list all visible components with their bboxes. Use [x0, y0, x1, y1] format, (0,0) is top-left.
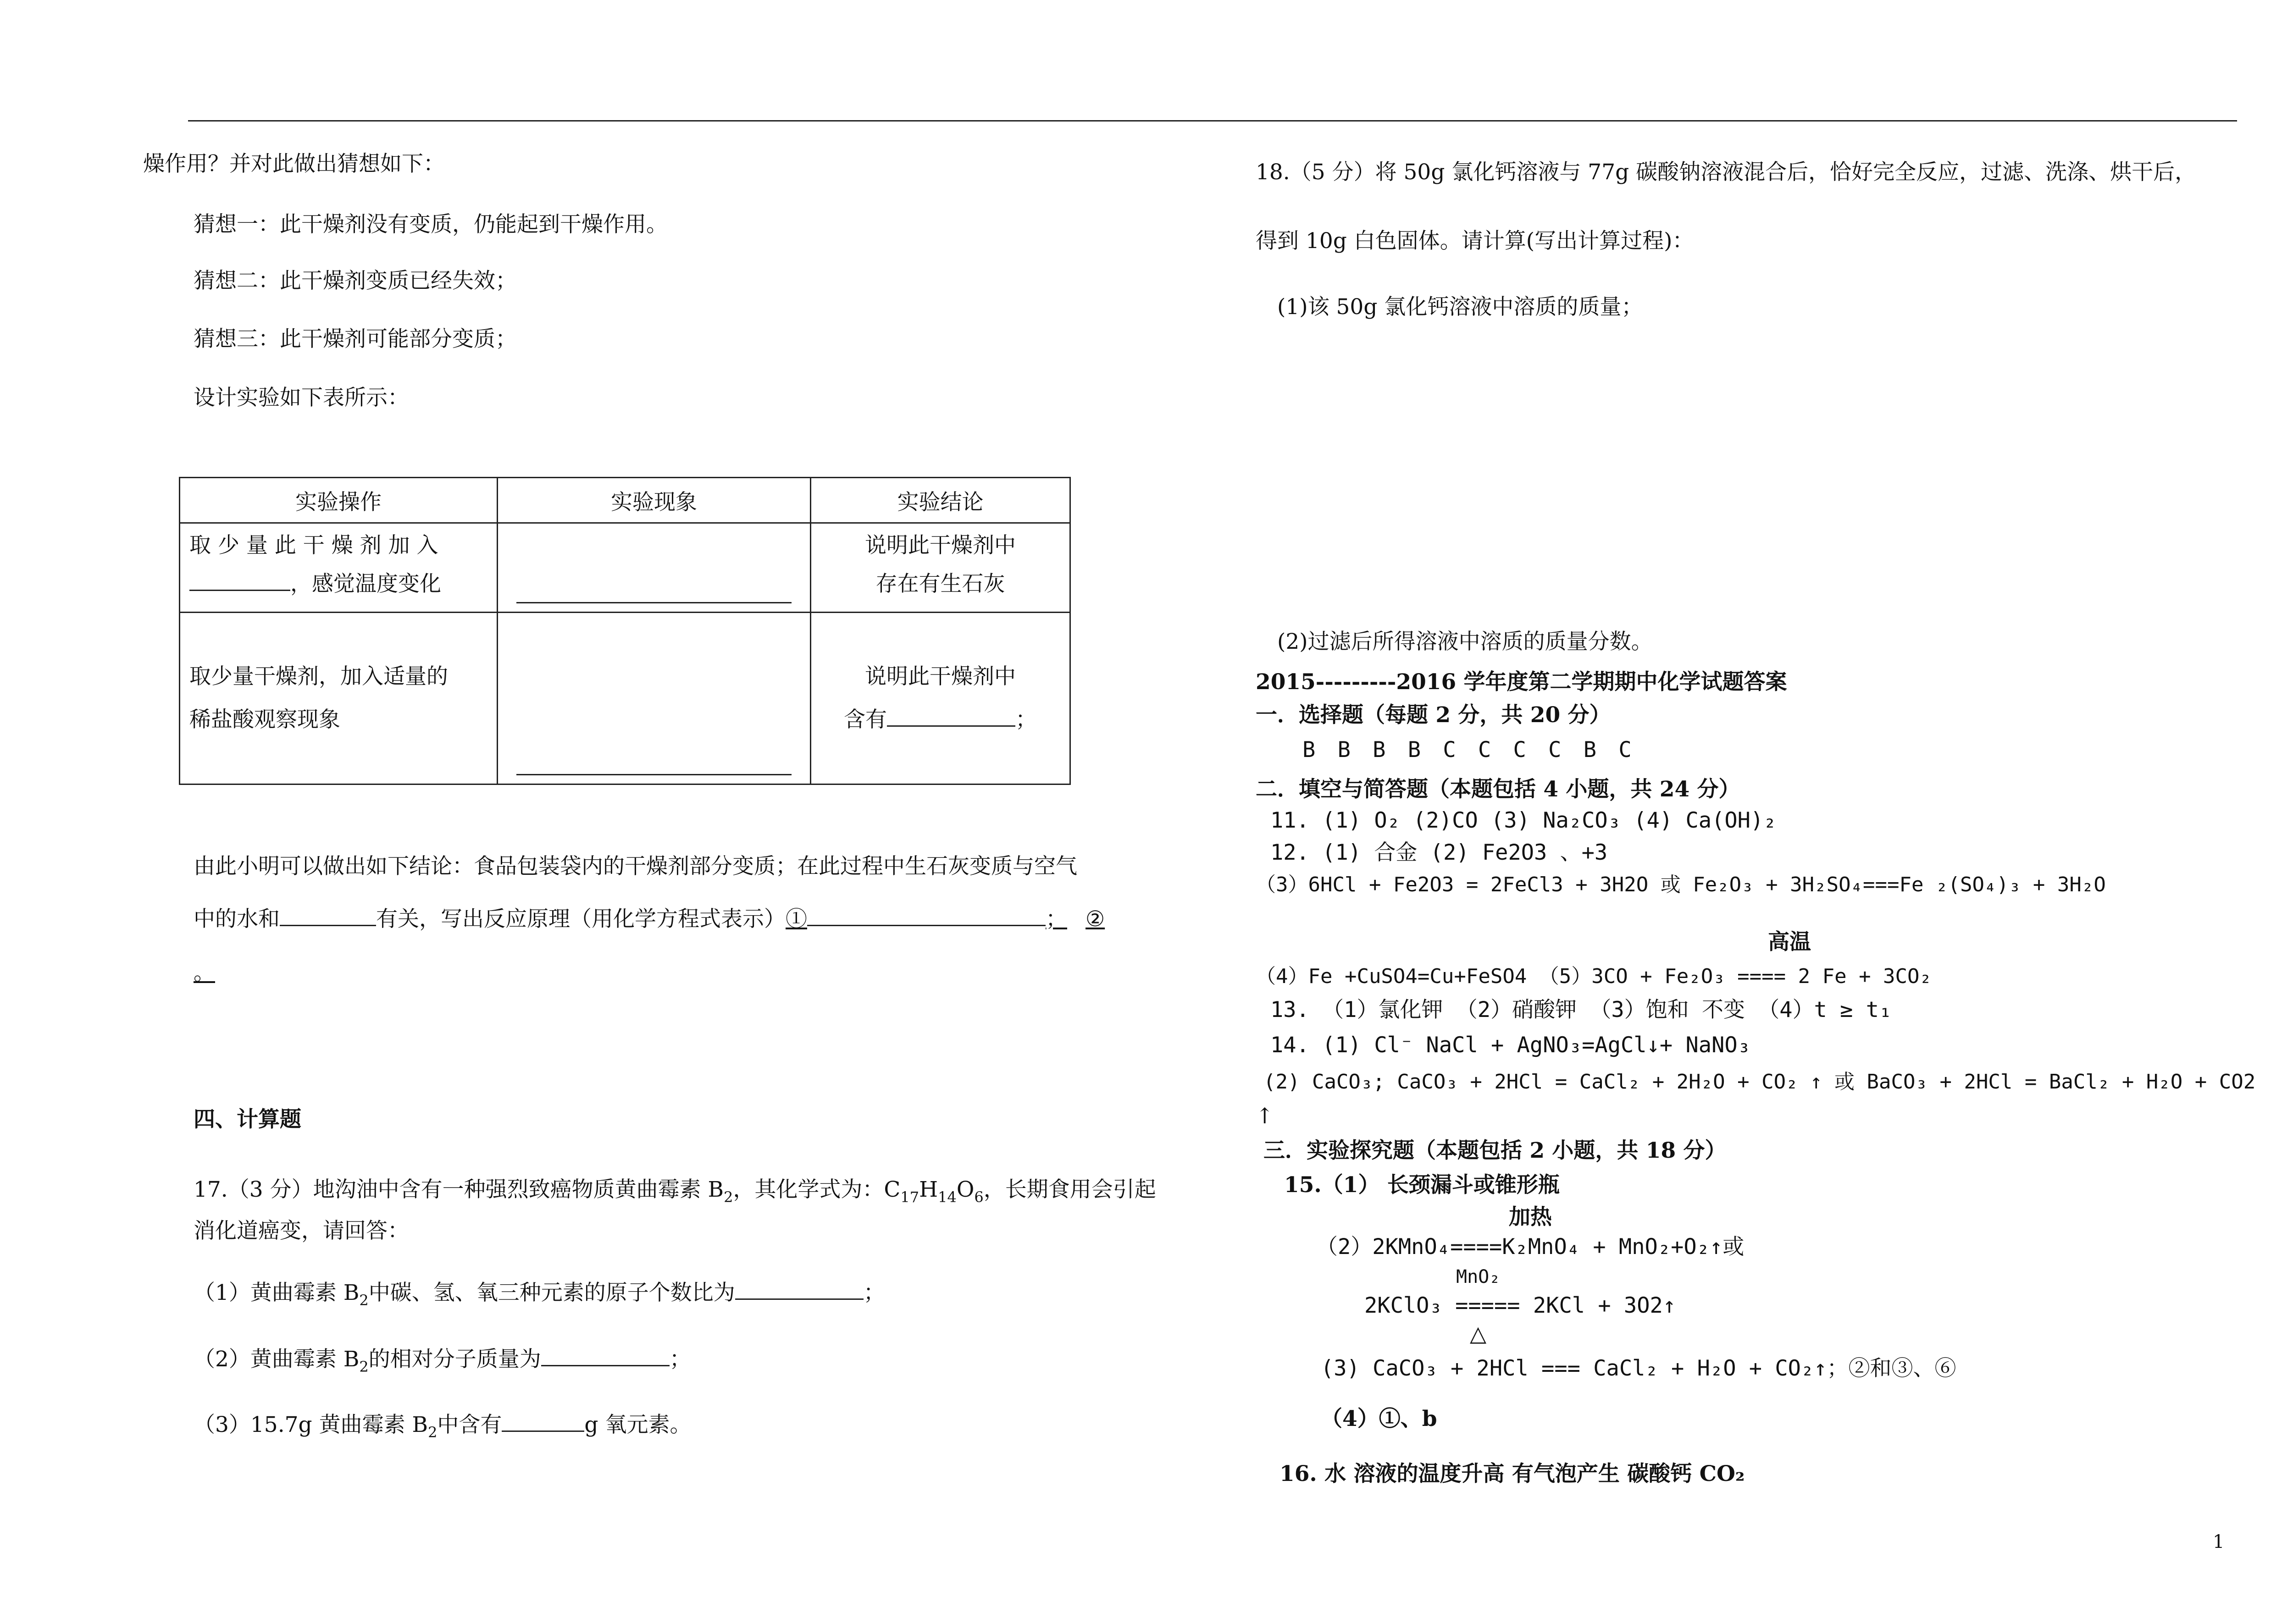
- answer-blank[interactable]: [502, 1412, 584, 1432]
- q17-line-2: 消化道癌变，请回答：: [194, 1218, 409, 1243]
- table-header: 实验结论: [811, 478, 1070, 523]
- guess-2: 猜想二：此干燥剂变质已经失效；: [194, 268, 517, 293]
- table-cell: ，感觉温度变化: [189, 562, 487, 606]
- header-rule: [188, 120, 2237, 122]
- table-cell: 取 少 量 此 干 燥 剂 加 入: [189, 533, 438, 558]
- answer-14-2: (2) CaCO₃; CaCO₃ + 2HCl = CaCl₂ + 2H₂O + CO₂ ↑ 或 BaCO₃ + 2HCl = BaCl₂ + H₂O + CO2: [1263, 1070, 2256, 1094]
- intro-text: 燥作用？并对此做出猜想如下：: [143, 151, 445, 177]
- answer-section-1: 一．选择题（每题 2 分，共 20 分）: [1256, 702, 1611, 728]
- answer-14-1: 14. (1) Cl⁻ NaCl + AgNO₃=AgCl↓+ NaNO₃: [1270, 1033, 1750, 1058]
- arrow-up: ↑: [1256, 1104, 1274, 1129]
- heat-label: 加热: [1509, 1204, 1552, 1230]
- mno2-label: MnO₂: [1456, 1266, 1501, 1287]
- answer-blank[interactable]: [516, 773, 792, 775]
- table-cell: 说明此干燥剂中: [865, 664, 1016, 689]
- answer-13: 13. （1）氯化钾 （2）硝酸钾 （3）饱和 不变 （4）t ≥ t₁: [1270, 997, 1892, 1022]
- answer-15-2b: 2KClO₃ ===== 2KCl + 3O2↑: [1364, 1293, 1676, 1318]
- answer-15-1: 15.（1） 长颈漏斗或锥形瓶: [1284, 1172, 1560, 1198]
- answer-section-2: 二．填空与简答题（本题包括 4 小题，共 24 分）: [1256, 777, 1740, 802]
- answer-blank[interactable]: [807, 906, 1046, 926]
- table-cell: 存在有生石灰: [875, 571, 1005, 597]
- triangle-icon: △: [1470, 1321, 1487, 1347]
- q18-line-1: 18.（5 分）将 50g 氯化钙溶液与 77g 碳酸钠溶液混合后，恰好完全反应，过滤、洗涤、烘干后，: [1256, 160, 2197, 185]
- answer-blank[interactable]: [887, 707, 1015, 727]
- conclusion-line-3: 。: [194, 960, 215, 985]
- q17-part-2: （2）黄曲霉素 $B_2$的相对分子质量为 ；: [194, 1347, 691, 1375]
- answer-12: 12. (1) 合金 (2) Fe2O3 、+3: [1270, 840, 1608, 865]
- table-header: 实验操作: [180, 478, 498, 523]
- q18-part-1: (1)该 50g 氯化钙溶液中溶质的质量；: [1277, 294, 1643, 320]
- answer-blank[interactable]: [541, 1347, 670, 1366]
- q17-part-3: （3）15.7g 黄曲霉素 $B_2$中含有 g 氧元素。: [194, 1412, 692, 1441]
- answer-title: 2015---------2016 学年度第二学期期中化学试题答案: [1256, 669, 1787, 695]
- table-row: [180, 523, 1070, 613]
- section-4-heading: 四、计算题: [194, 1107, 301, 1132]
- q18-line-2: 得到 10g 白色固体。请计算(写出计算过程)：: [1256, 228, 1694, 254]
- conclusion-line-1: 由此小明可以做出如下结论：食品包装袋内的干燥剂部分变质；在此过程中生石灰变质与空气: [194, 854, 1077, 879]
- table-cell: 含有 ；: [844, 707, 1037, 732]
- q17-part-1: （1）黄曲霉素 $B_2$中碳、氢、氧三种元素的原子个数比为 ；: [194, 1280, 885, 1309]
- guess-1: 猜想一：此干燥剂没有变质，仍能起到干燥作用。: [194, 212, 668, 237]
- table-cell: 取少量干燥剂，加入适量的: [189, 664, 448, 689]
- table-cell: 稀盐酸观察现象: [189, 707, 340, 732]
- high-temp-label: 高温: [1768, 929, 1811, 955]
- answer-section-3: 三．实验探究题（本题包括 2 小题，共 18 分）: [1263, 1138, 1727, 1163]
- q17-line-1: 17.（3 分）地沟油中含有一种强烈致癌物质黄曲霉素 $B_2$，其化学式为：$C_{17}H_{14}O_6$，长期食用会引起: [194, 1177, 1156, 1206]
- answer-11: 11. (1) O₂ (2)CO (3) Na₂CO₃ (4) Ca(OH)₂: [1270, 808, 1777, 833]
- design-text: 设计实验如下表所示：: [194, 385, 409, 410]
- answer-12-3: （3）6HCl + Fe2O3 = 2FeCl3 + 3H2O 或 Fe₂O₃ + 3H₂SO₄===Fe ₂(SO₄)₃ + 3H₂O: [1256, 873, 2106, 896]
- table-row: [180, 613, 1070, 784]
- answer-blank[interactable]: [735, 1280, 864, 1300]
- answer-15-3: (3) CaCO₃ + 2HCl === CaCl₂ + H₂O + CO₂↑；②和③、⑥: [1321, 1356, 1956, 1381]
- guess-3: 猜想三：此干燥剂可能部分变质；: [194, 326, 517, 352]
- experiment-table: [179, 477, 1071, 785]
- table-cell: 说明此干燥剂中: [865, 533, 1016, 558]
- answer-blank[interactable]: [516, 602, 792, 603]
- table-header: 实验现象: [498, 478, 811, 523]
- answer-15-4: （4）①、b: [1321, 1406, 1437, 1431]
- answer-16: 16. 水 溶液的温度升高 有气泡产生 碳酸钙 CO₂: [1279, 1461, 1745, 1486]
- choice-answers: B B B B C C C C B C: [1302, 737, 1632, 762]
- answer-blank[interactable]: [189, 571, 290, 591]
- answer-12-45: （4）Fe +CuSO4=Cu+FeSO4 （5）3CO + Fe₂O₃ ==== 2 Fe + 3CO₂: [1256, 965, 1932, 988]
- answer-15-2a: （2）2KMnO₄====K₂MnO₄ + MnO₂+O₂↑或: [1316, 1234, 1745, 1259]
- q18-part-2: (2)过滤后所得溶液中溶质的质量分数。: [1277, 629, 1653, 654]
- answer-blank[interactable]: [280, 906, 376, 926]
- page-number: 1: [2213, 1531, 2225, 1552]
- conclusion-line-2: 中的水和 有关，写出反应原理（用化学方程式表示）① ； ②: [194, 906, 1105, 932]
